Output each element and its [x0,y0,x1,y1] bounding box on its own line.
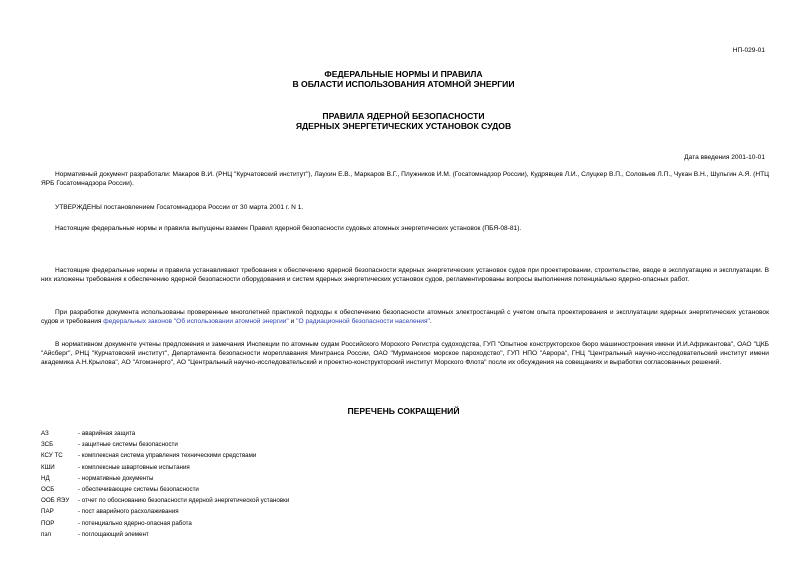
atomic-energy-law-link[interactable]: федеральных законов "Об использовании атомной энергии" [103,318,289,326]
abbreviation-code: ПАР [41,508,54,516]
abbreviation-description: - нормативные документы [78,474,154,482]
abbreviation-description: - защитные системы безопасности [78,441,178,449]
considered-paragraph: В нормативном документе учтены предложения и замечания Инспекции по атомным судам Российского Морского Регистра судоходства, ГУП "Опытное конструкторское бюро машиностроения имени И.И.Африкантова", ОАО "ЦКБ "Айсберг", РНЦ "Курчатовский институт", Департамента безопасности мореплавания Минтранса России, ОАО "Мурманское морское пароходство", ГУП НПО "Аврора", ГНЦ "Центральный научно-исследовательский институт имени академика А.Н.Крылова", АО "Атомэнерго", АО "Центральный научно-исследовательский и проектно-конструкторский институт Морского Флота" после их обсуждения на совещаниях и выработки согласованных решений. [41,341,769,367]
abbreviation-description: - отчет по обоснованию безопасности ядерной энергетической установки [78,497,290,505]
document-title-line-2: ЯДЕРНЫХ ЭНЕРГЕТИЧЕСКИХ УСТАНОВОК СУДОВ [295,121,512,131]
abbreviations-title: ПЕРЕЧЕНЬ СОКРАЩЕНИЙ [347,406,460,416]
abbreviation-description: - пост аварийного расхолаживания [78,508,179,516]
basis-text-mid: и [288,318,297,326]
abbreviation-row [41,474,441,485]
abbreviation-row [41,429,441,440]
abbreviation-code: ОСБ [41,485,55,493]
abbreviation-code: КШИ [41,463,55,471]
abbreviation-description: - комплексная система управления техническими средствами [78,452,257,460]
abbreviation-description: - обеспечивающие системы безопасности [78,485,199,493]
abbreviation-code: ООБ ЯЭУ [41,497,70,505]
basis-text-start: При разработке документа использованы проверенные многолетней практикой подходы к обеспечению безопасности атомных электростанций с учетом опыта проектирования и эксплуатации ядерных энергетических установок судов и требования [41,309,769,326]
abbreviation-code: АЗ [41,430,49,437]
header-line-2: В ОБЛАСТИ ИСПОЛЬЗОВАНИЯ АТОМНОЙ ЭНЕРГИИ [292,79,515,89]
basis-text-end: . [429,318,432,326]
abbreviations-list [41,429,441,541]
abbreviation-description: - потенциально ядерно-опасная работа [78,519,192,527]
replacement-paragraph: Настоящие федеральные нормы и правила выпущены взамен Правил ядерной безопасности судовых атомных энергетических установок (ПБЯ-08-81). [55,225,522,232]
scope-paragraph: Настоящие федеральные нормы и правила устанавливают требования к обеспечению ядерной безопасности ядерных энергетических установок судов при проектировании, строительстве, вводе в эксплуатацию и эксплуатации. В них изложены требования к обеспечению ядерной безопасности оборудования и систем ядерных энергетических установок судов, регламентированы вопросы выполнения потенциально ядерно-опасных работ. [41,267,769,284]
approval-paragraph: УТВЕРЖДЕНЫ постановлением Госатомнадзора России от 30 марта 2001 г. N 1. [55,204,304,211]
abbreviation-code: пэл [41,530,51,538]
abbreviation-description: - поглощающий элемент [78,530,149,538]
abbreviation-code: ЗСБ [41,441,54,449]
abbreviation-code: НД [41,474,50,482]
abbreviation-description: - аварийная защита [78,430,136,437]
abbreviation-row [41,530,441,541]
abbreviation-row [41,485,441,496]
abbreviation-code: КСУ ТС [41,452,63,460]
developers-paragraph: Нормативный документ разработали: Макаров В.И. (РНЦ "Курчатовский институт"), Лаухин Е.В., Маркаров В.Г., Плужников И.М. (Госатомнадзор России), Кудрявцев Л.И., Слуцкер В.П., Соловьев Л.П., Чукан В.Н., Шульгин А.Я. (НТЦ ЯРБ Госатомнадзора России). [41,171,769,188]
abbreviation-row [41,463,441,474]
abbreviation-row [41,507,441,518]
abbreviation-description: - комплексные швартовные испытания [78,463,190,471]
document-title-line-1: ПРАВИЛА ЯДЕРНОЙ БЕЗОПАСНОСТИ [322,111,485,121]
abbreviation-code: ПОР [41,519,55,527]
effective-date: Дата введения 2001-10-01 [684,154,765,161]
abbreviation-row [41,440,441,451]
radiation-safety-law-link[interactable]: "О радиационной безопасности населения" [296,318,430,326]
document-code: НП-029-01 [732,47,765,54]
abbreviation-row [41,496,441,507]
abbreviation-row [41,451,441,462]
abbreviation-row [41,519,441,530]
basis-paragraph [41,308,769,326]
header-line-1: ФЕДЕРАЛЬНЫЕ НОРМЫ И ПРАВИЛА [324,69,483,79]
